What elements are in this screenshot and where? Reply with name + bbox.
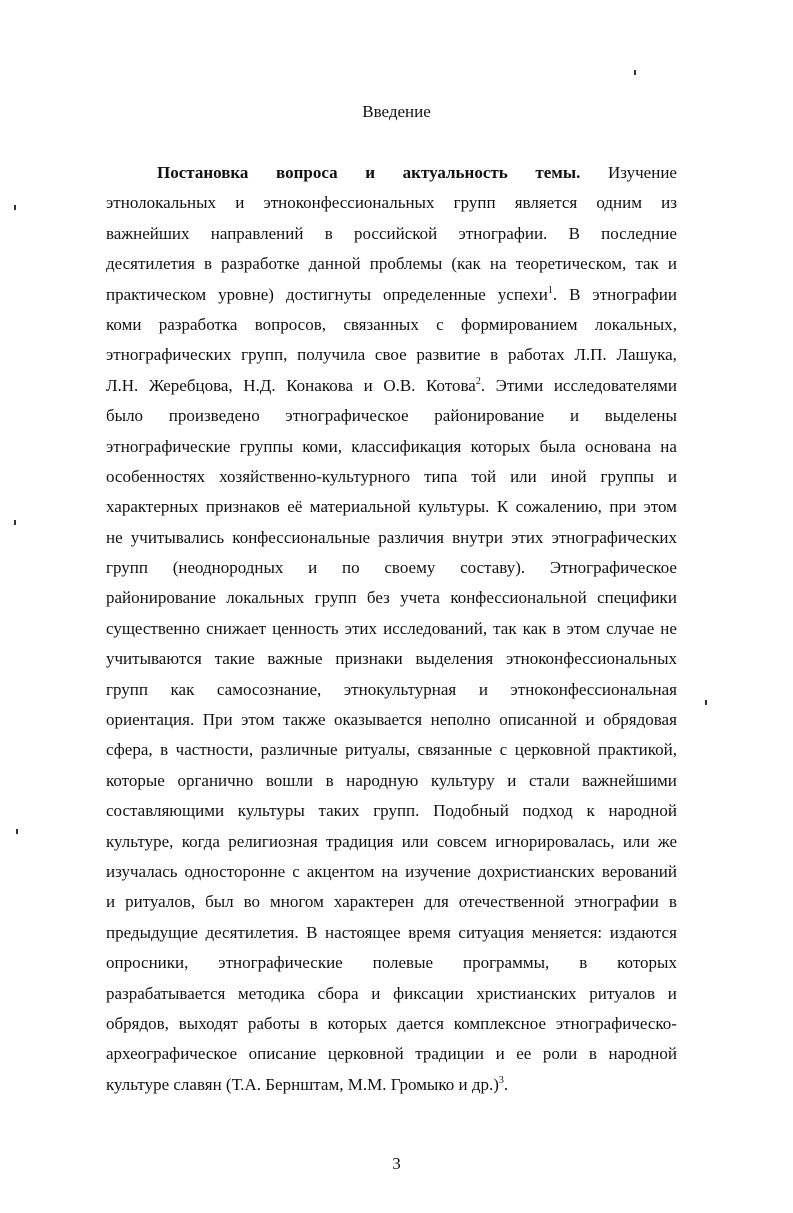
word: сфера, xyxy=(106,740,153,760)
word: органично xyxy=(177,770,254,790)
word: свое xyxy=(374,345,407,365)
text-line xyxy=(106,735,677,765)
word: в xyxy=(160,740,169,760)
word: этнолокальных xyxy=(106,193,217,213)
word: учитывались xyxy=(130,527,225,547)
word: была xyxy=(539,436,576,456)
word: учета xyxy=(400,588,440,608)
word: в xyxy=(552,618,561,638)
word: без xyxy=(366,588,390,608)
word: др.) xyxy=(471,1074,499,1094)
word: изучение xyxy=(405,861,471,881)
word: и xyxy=(569,406,580,426)
word: конфессиональные xyxy=(232,527,371,547)
word: группы xyxy=(239,436,294,456)
word: Подобный xyxy=(433,801,509,821)
word: роли xyxy=(542,1044,578,1064)
word: учитываются xyxy=(106,649,202,669)
word: стали xyxy=(528,770,570,790)
word: существенно xyxy=(106,618,201,638)
text-line xyxy=(106,249,677,279)
word: этнографические xyxy=(218,953,343,973)
word: Бернштам, xyxy=(265,1074,344,1094)
text-line xyxy=(106,705,677,735)
text-line xyxy=(106,827,677,857)
scan-speck xyxy=(16,829,18,834)
word: выходят xyxy=(178,1013,238,1033)
word: выделения xyxy=(415,649,494,669)
word: групп xyxy=(106,679,148,699)
word: не xyxy=(106,527,123,547)
word: вопросов, xyxy=(254,314,327,334)
word: и xyxy=(371,983,381,1003)
word: описание xyxy=(248,1044,317,1064)
word: дается xyxy=(397,1013,444,1033)
word: предыдущие xyxy=(106,922,198,942)
word: ритуалы, xyxy=(345,740,411,760)
word: составляющими xyxy=(106,801,225,821)
word: такие xyxy=(214,649,255,669)
word: признаки xyxy=(335,649,403,669)
word: и xyxy=(585,710,595,730)
word: разработке xyxy=(221,254,300,274)
word: на xyxy=(660,436,677,456)
word: разработка xyxy=(158,314,238,334)
word: когда xyxy=(181,831,220,851)
text-line xyxy=(106,219,677,249)
word: религиозная xyxy=(228,831,318,851)
word: М.М. xyxy=(347,1074,387,1094)
word: и xyxy=(235,193,245,213)
word: десятилетия xyxy=(106,254,195,274)
word: этнографии. xyxy=(458,223,548,243)
word: в xyxy=(668,892,677,912)
bold-word: актуальность xyxy=(402,163,508,182)
text-line xyxy=(106,371,677,401)
word: с xyxy=(292,861,300,881)
word: этнокультурная xyxy=(343,679,457,699)
text-line xyxy=(106,1070,677,1100)
word: классификация xyxy=(351,436,462,456)
word: этнографическое xyxy=(285,406,409,426)
word: этих xyxy=(511,527,544,547)
word: групп xyxy=(314,588,357,608)
word: характерен xyxy=(333,892,414,912)
word: коми, xyxy=(302,436,342,456)
word: данной xyxy=(308,254,361,274)
text-line xyxy=(106,553,677,583)
word: как xyxy=(170,679,195,699)
word: этнографические xyxy=(106,436,231,456)
word: опросники, xyxy=(106,953,189,973)
word: христианских xyxy=(476,983,577,1003)
scan-speck xyxy=(634,70,636,75)
word: традиция xyxy=(326,831,394,851)
text-line xyxy=(106,857,677,887)
word: неполно xyxy=(430,710,491,730)
word: так xyxy=(635,254,659,274)
bold-word: Постановка xyxy=(157,163,249,182)
text-line xyxy=(106,887,677,917)
word-with-footnote xyxy=(472,1070,508,1100)
word: групп xyxy=(106,558,148,578)
word: археографическое xyxy=(106,1044,238,1064)
word: частности, xyxy=(175,740,254,760)
text-line xyxy=(106,401,677,431)
word: работы xyxy=(247,1013,300,1033)
word: получила xyxy=(297,345,366,365)
word: случае xyxy=(606,618,655,638)
word: этноконфессиональных xyxy=(263,193,435,213)
word: районирование xyxy=(106,588,216,608)
word: Громыко xyxy=(390,1074,455,1094)
word: исследователями xyxy=(553,375,677,395)
word: ритуалов xyxy=(589,983,656,1003)
word: основана xyxy=(584,436,652,456)
word: типа xyxy=(424,466,458,486)
word: славян xyxy=(173,1074,222,1094)
text-line xyxy=(106,948,677,978)
word: при xyxy=(609,497,637,517)
word: описанной xyxy=(499,710,578,730)
word: на xyxy=(489,254,507,274)
text-line xyxy=(106,158,677,188)
word: было xyxy=(106,406,144,426)
word: Жеребцова, xyxy=(148,375,233,395)
word: ориентация. xyxy=(106,710,195,730)
word: Этими xyxy=(495,375,544,395)
word: теоретическом, xyxy=(515,254,627,274)
word: на xyxy=(381,861,399,881)
word: десятилетия. xyxy=(205,922,299,942)
word: в xyxy=(324,223,333,243)
word: этноконфессиональных xyxy=(505,649,677,669)
word: районирование xyxy=(434,406,545,426)
word: которые xyxy=(106,770,165,790)
word: был xyxy=(205,892,234,912)
word: материальной xyxy=(309,497,411,517)
word: время xyxy=(408,922,451,942)
word: культуре xyxy=(106,1074,170,1094)
word: оказывается xyxy=(334,710,423,730)
text-line xyxy=(106,979,677,1009)
word: совсем xyxy=(436,831,487,851)
text-line xyxy=(106,1039,677,1069)
word: той xyxy=(471,466,497,486)
bold-word: темы. xyxy=(535,163,581,182)
word: ритуалов, xyxy=(125,892,196,912)
text-line xyxy=(106,492,677,522)
word: культуры xyxy=(237,801,305,821)
word: методика xyxy=(238,983,305,1003)
word: комплексное xyxy=(453,1013,546,1033)
word: в xyxy=(325,770,334,790)
text-line xyxy=(106,766,677,796)
word: произведено xyxy=(168,406,260,426)
word: вошли xyxy=(265,770,313,790)
word: В xyxy=(569,284,581,304)
word: этом xyxy=(241,710,275,730)
word: полевые xyxy=(372,953,434,973)
word: этнографическо- xyxy=(555,1013,677,1033)
word: также xyxy=(283,710,326,730)
word: для xyxy=(423,892,449,912)
word: групп xyxy=(453,193,496,213)
word: отечественной xyxy=(458,892,565,912)
text-line xyxy=(106,340,677,370)
word: церковной xyxy=(327,1044,404,1064)
word: К xyxy=(496,497,509,517)
word: развитие xyxy=(416,345,481,365)
punctuation: . xyxy=(503,1074,509,1094)
word: (неоднородных xyxy=(172,558,284,578)
word: групп. xyxy=(373,801,420,821)
word: с xyxy=(436,314,444,334)
word: народной xyxy=(608,1044,677,1064)
word: хозяйственно-культурного xyxy=(219,466,411,486)
word: в xyxy=(309,1013,318,1033)
word: связанные xyxy=(417,740,493,760)
word: особенностях xyxy=(106,466,206,486)
footnote-ref: 1 xyxy=(547,284,553,296)
word: важнейших xyxy=(106,223,190,243)
punctuation: . xyxy=(552,284,558,304)
word: и xyxy=(667,466,677,486)
scan-speck xyxy=(14,205,16,210)
word: которых xyxy=(617,953,677,973)
word: культуре, xyxy=(106,831,174,851)
word: этнографии xyxy=(592,284,677,304)
text-line xyxy=(106,918,677,948)
word: культуру xyxy=(430,770,495,790)
text-line xyxy=(106,1009,677,1039)
word: так xyxy=(493,618,517,638)
word: этом xyxy=(566,618,601,638)
word: В xyxy=(568,223,580,243)
word: В xyxy=(306,922,318,942)
footnote-ref: 2 xyxy=(475,375,481,387)
word: таких xyxy=(318,801,360,821)
text-line xyxy=(106,462,677,492)
word: в xyxy=(588,1044,597,1064)
word: и xyxy=(478,679,488,699)
word: Конакова xyxy=(286,375,354,395)
word: и xyxy=(308,558,318,578)
word: уровне) xyxy=(218,284,274,304)
word: и xyxy=(106,892,116,912)
word: выделены xyxy=(604,406,677,426)
word: При xyxy=(202,710,233,730)
word: и xyxy=(667,254,677,274)
text-line xyxy=(106,583,677,613)
word: внутри xyxy=(452,527,503,547)
word: иной xyxy=(550,466,587,486)
word: локальных, xyxy=(594,314,677,334)
word: группы xyxy=(600,466,654,486)
word: игнорировалась, xyxy=(495,831,615,851)
word: обрядов, xyxy=(106,1013,169,1033)
word: церковной xyxy=(514,740,591,760)
text-line xyxy=(106,188,677,218)
word: конфессиональной xyxy=(450,588,587,608)
word: по xyxy=(342,558,360,578)
word: которых xyxy=(470,436,531,456)
word: которых xyxy=(327,1013,388,1033)
word: практическом xyxy=(106,284,207,304)
word: направлений xyxy=(210,223,304,243)
word: практикой, xyxy=(598,740,677,760)
text-line xyxy=(106,310,677,340)
word: локальных xyxy=(226,588,305,608)
word: этнографических xyxy=(106,345,232,365)
word: коми xyxy=(106,314,142,334)
word: формированием xyxy=(461,314,578,334)
word: этноконфессиональная xyxy=(510,679,677,699)
word: издаются xyxy=(609,922,677,942)
word: Этнографическое xyxy=(549,558,677,578)
word: российской xyxy=(354,223,438,243)
word: Л.Н. xyxy=(106,375,139,395)
word: народной xyxy=(608,801,677,821)
word: ценность xyxy=(272,618,339,638)
text-line xyxy=(106,796,677,826)
word: её xyxy=(287,497,303,517)
word: этнографии xyxy=(574,892,659,912)
text-line xyxy=(106,644,677,674)
word: ее xyxy=(516,1044,532,1064)
word: народную xyxy=(346,770,419,790)
word: снижает xyxy=(206,618,267,638)
word: сбора xyxy=(317,983,359,1003)
word: характерных xyxy=(106,497,199,517)
text-line xyxy=(106,280,677,310)
word: групп, xyxy=(241,345,288,365)
text-line xyxy=(106,675,677,705)
word: программы, xyxy=(462,953,550,973)
word: акцентом xyxy=(306,861,375,881)
word: одним xyxy=(596,193,642,213)
word: различные xyxy=(260,740,338,760)
word: специфики xyxy=(597,588,677,608)
word: настоящее xyxy=(325,922,401,942)
word: и xyxy=(458,1074,468,1094)
word: этих xyxy=(344,618,378,638)
punctuation: . xyxy=(480,375,486,395)
word: последние xyxy=(601,223,677,243)
scan-speck xyxy=(14,520,16,525)
word: Н.Д. xyxy=(243,375,276,395)
word: Л.П. xyxy=(574,345,607,365)
word: различия xyxy=(378,527,444,547)
word: является xyxy=(514,193,578,213)
word: этом xyxy=(643,497,677,517)
word: в xyxy=(490,345,499,365)
word: составу). xyxy=(460,558,526,578)
footnote-ref: 3 xyxy=(498,1074,504,1086)
word: важные xyxy=(267,649,323,669)
word: из xyxy=(661,193,677,213)
word: этнографических xyxy=(551,527,677,547)
word: О.В. xyxy=(383,375,416,395)
word: и xyxy=(495,1044,505,1064)
word: верований xyxy=(601,861,677,881)
word: фиксации xyxy=(393,983,464,1003)
word: односторонне xyxy=(184,861,286,881)
word: не xyxy=(660,618,677,638)
word: своему xyxy=(384,558,436,578)
word: культуры. xyxy=(418,497,490,517)
word: в xyxy=(579,953,588,973)
word: определенные xyxy=(382,284,486,304)
text-line xyxy=(106,432,677,462)
word: Лашука, xyxy=(616,345,677,365)
word: признаков xyxy=(205,497,280,517)
word: исследований, xyxy=(383,618,488,638)
word: меняется: xyxy=(531,922,603,942)
word: важнейшими xyxy=(582,770,677,790)
word: к xyxy=(586,801,595,821)
word: или xyxy=(622,831,650,851)
word: дохристианских xyxy=(477,861,595,881)
word-with-footnote xyxy=(498,280,557,310)
scan-speck xyxy=(705,700,707,705)
word: и xyxy=(363,375,373,395)
word: и xyxy=(507,770,517,790)
word: в xyxy=(203,254,212,274)
page-number: 3 xyxy=(392,1154,401,1173)
word-with-footnote xyxy=(426,371,485,401)
word: и xyxy=(667,983,677,1003)
word: связанных xyxy=(343,314,419,334)
body-text xyxy=(106,158,677,1100)
word: подход xyxy=(522,801,573,821)
word: самосознание, xyxy=(216,679,322,699)
word: ситуация xyxy=(458,922,525,942)
word: достигнуты xyxy=(285,284,371,304)
word: или xyxy=(401,831,429,851)
word: Котова xyxy=(426,375,476,395)
word: же xyxy=(657,831,677,851)
word: как xyxy=(522,618,547,638)
word: во xyxy=(243,892,261,912)
word: Изучение xyxy=(607,163,677,182)
word: (как xyxy=(451,254,481,274)
word: традиции xyxy=(415,1044,484,1064)
word: успехи xyxy=(497,284,548,304)
word: с xyxy=(499,740,508,760)
word: обрядовая xyxy=(603,710,677,730)
word: или xyxy=(510,466,537,486)
word: проблемы xyxy=(369,254,443,274)
word: (Т.А. xyxy=(225,1074,262,1094)
text-line xyxy=(106,614,677,644)
bold-word: вопроса xyxy=(276,163,338,182)
bold-word: и xyxy=(365,163,376,182)
word: изучалась xyxy=(106,861,178,881)
word: работах xyxy=(507,345,565,365)
word: сожалению, xyxy=(515,497,602,517)
page-title: Введение xyxy=(362,102,431,121)
word: многом xyxy=(270,892,324,912)
text-line xyxy=(106,523,677,553)
word: разрабатывается xyxy=(106,983,226,1003)
